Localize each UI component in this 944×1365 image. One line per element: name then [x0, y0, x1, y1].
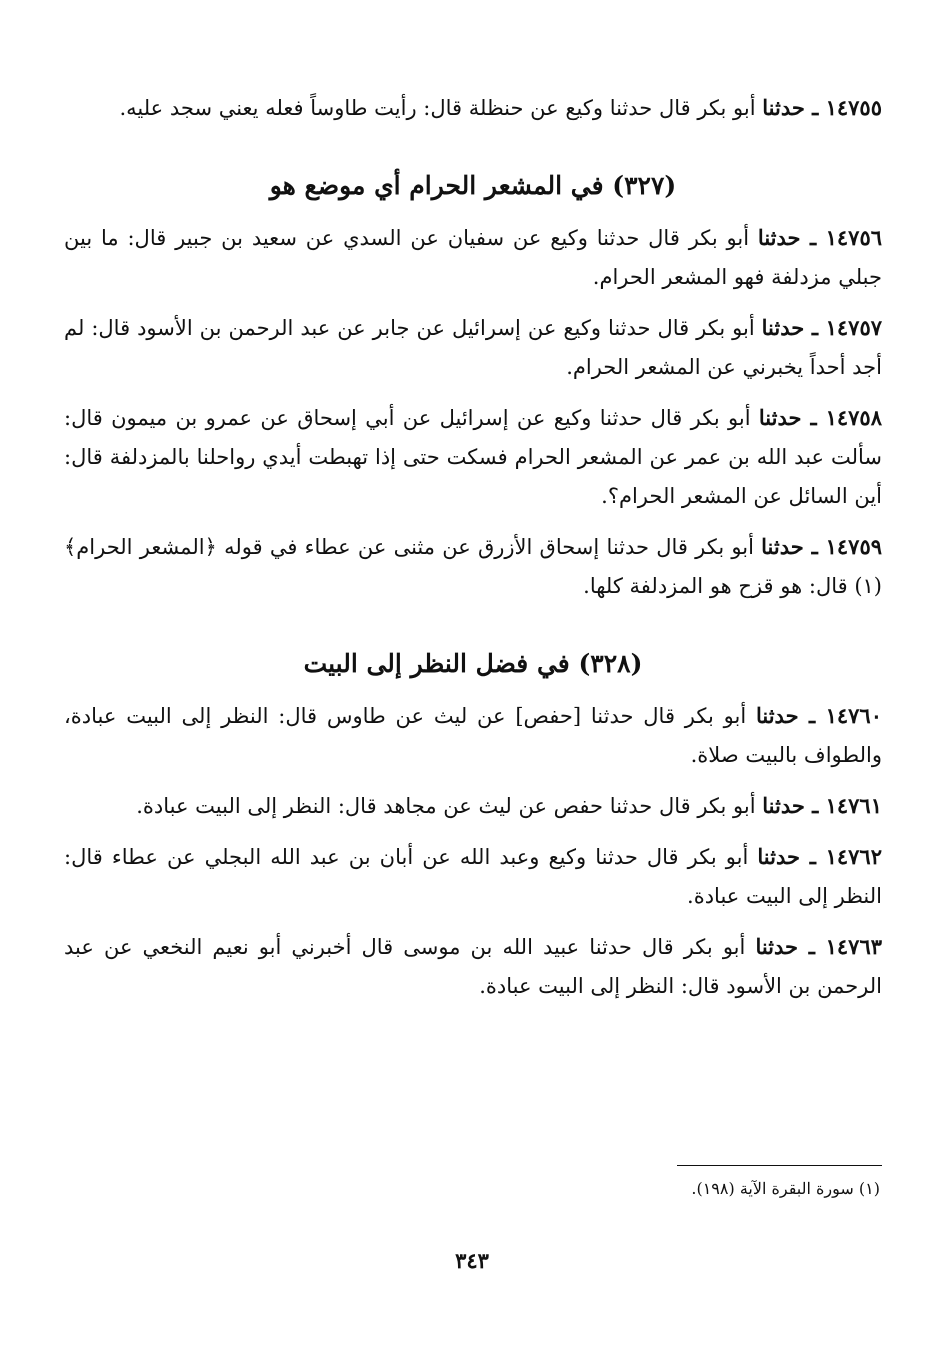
entry-text: أبو بكر قال حدثنا وكيع عن إسرائيل عن أبي إسحاق عن عمرو بن ميمون قال: سألت عبد الله بن عمر عن المشعر الحرام فسكت حتى إذا تهبطت أيدي رواحلنا بالمزدلفة قال: أين السائل عن المشعر الحرام؟. [64, 406, 882, 508]
entry-text: أبو بكر قال حدثنا وكيع عن سفيان عن السدي عن سعيد بن جبير قال: ما بين جبلي مزدلفة فهو المشعر الحرام. [64, 226, 882, 289]
footnote: (١) سورة البقرة الآية (١٩٨). [691, 1179, 880, 1198]
section-heading: (٣٢٨) في فضل النظر إلى البيت [303, 649, 643, 678]
footnote-divider [677, 1165, 882, 1166]
entry-number: ١٤٧٥٩ ـ حدثنا [761, 534, 883, 559]
entry-number: ١٤٧٥٥ ـ حدثنا [762, 95, 882, 120]
entry-number: ١٤٧٦٣ ـ حدثنا [755, 934, 883, 959]
entry-number: ١٤٧٥٧ ـ حدثنا [761, 315, 883, 340]
hadith-entry [64, 398, 882, 516]
hadith-entry [64, 527, 882, 606]
entry-text: أبو بكر قال حدثنا وكيع عن حنظلة قال: رأيت طاوساً فعله يعني سجد عليه. [119, 96, 763, 120]
entry-text: أبو بكر قال حدثنا وكيع عن إسرائيل عن جابر عن عبد الرحمن بن الأسود قال: لم أجد أحداً يخبرني عن المشعر الحرام. [64, 316, 882, 379]
section-heading: (٣٢٧) في المشعر الحرام أي موضع هو [269, 171, 677, 200]
hadith-entry [64, 218, 882, 297]
hadith-entry [64, 308, 882, 387]
entry-number: ١٤٧٦٢ ـ حدثنا [757, 844, 882, 869]
entry-number: ١٤٧٥٨ ـ حدثنا [758, 405, 882, 430]
hadith-entry [64, 696, 882, 775]
entry-text: أبو بكر قال حدثنا وكيع وعبد الله عن أبان بن عبد الله البجلي عن عطاء قال: النظر إلى البيت عبادة. [64, 845, 882, 908]
entry-text: أبو بكر قال حدثنا عبيد الله بن موسى قال أخبرني أبو نعيم النخعي عن عبد الرحمن بن الأسود قال: النظر إلى البيت عبادة. [64, 935, 882, 998]
entry-text: أبو بكر قال حدثنا إسحاق الأزرق عن مثنى عن عطاء في قوله ﴿المشعر الحرام﴾(١) قال: هو قزح هو المزدلفة كلها. [64, 535, 882, 598]
hadith-entry [64, 786, 882, 826]
entry-number: ١٤٧٥٦ ـ حدثنا [757, 225, 883, 250]
entry-text: أبو بكر قال حدثنا حفص عن ليث عن مجاهد قال: النظر إلى البيت عبادة. [136, 794, 763, 818]
hadith-entry [64, 837, 882, 916]
entry-number: ١٤٧٦٠ ـ حدثنا [755, 703, 882, 728]
entry-text: أبو بكر قال حدثنا [حفص] عن ليث عن طاوس قال: النظر إلى البيت عبادة، والطواف بالبيت صلاة. [64, 704, 882, 767]
entry-number: ١٤٧٦١ ـ حدثنا [762, 793, 882, 818]
hadith-entry [64, 927, 882, 1006]
hadith-entry [64, 88, 882, 128]
page-number: ٣٤٣ [455, 1248, 489, 1273]
